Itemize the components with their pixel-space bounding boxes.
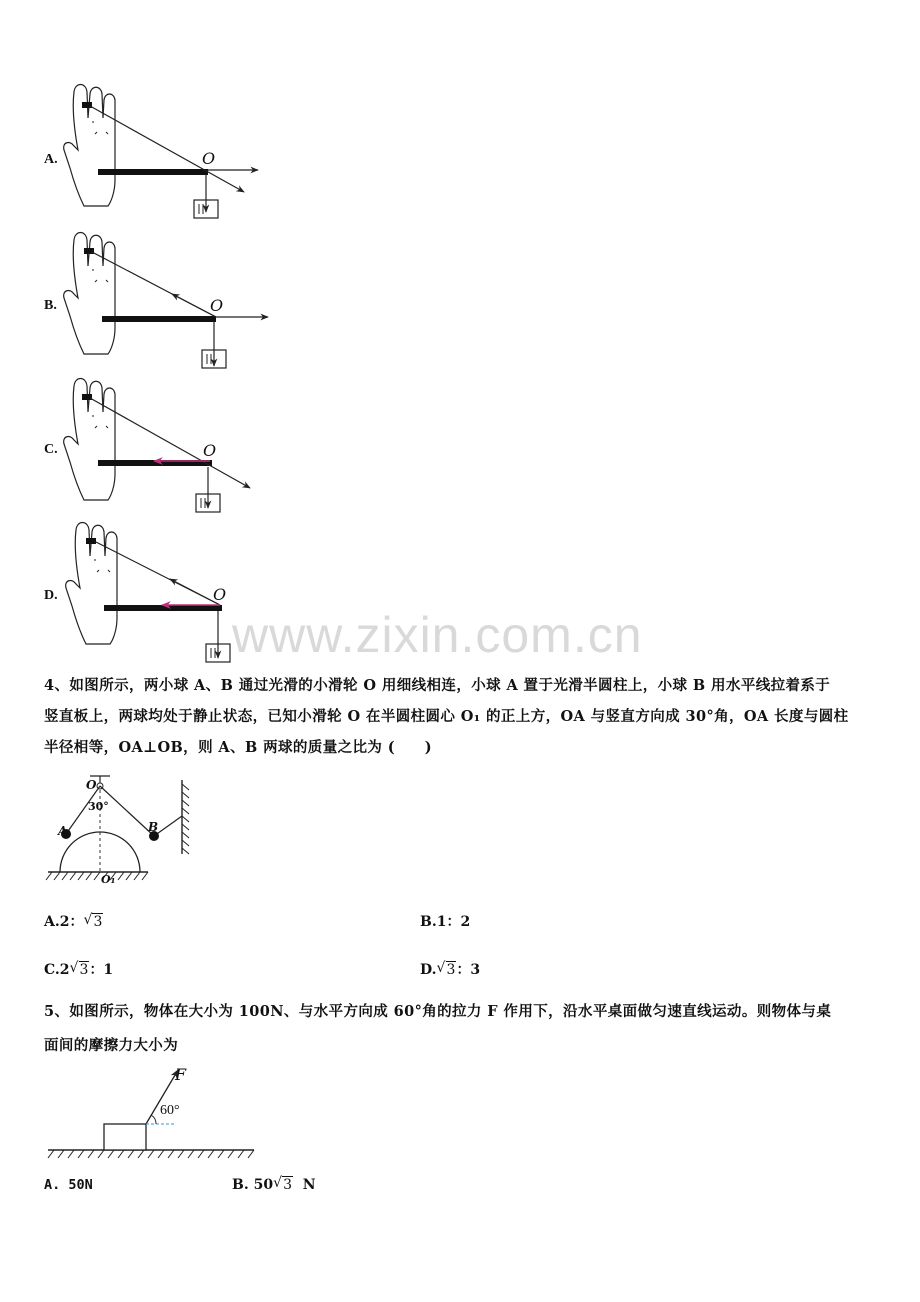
q4-label-b: B [148,820,159,834]
q5-line-1: 5、如图所示，物体在大小为 100N、与水平方向成 60°角的拉力 F 作用下，沿水平桌面做匀速直线运动。则物体与桌 [44,1003,832,1020]
q4-label-o: O [86,778,97,792]
q5-line-2: 面间的摩擦力大小为 [44,1037,179,1054]
q3-figures [0,0,320,670]
q4-line-2: 竖直板上，两球均处于静止状态，已知小滑轮 O 在半圆柱圆心 O₁ 的正上方，OA 与竖直方向成 30°角，OA 长度与圆柱 [44,708,849,725]
q4-option-a-prefix: A.2： [44,914,84,930]
q5-option-a[interactable]: A. 50N [44,1177,93,1193]
q4-option-d-suffix: ：3 [456,962,481,978]
sqrt-symbol [70,962,90,978]
q5-option-b-prefix: B. 50 [232,1177,274,1193]
option-a-point-label: O [202,149,216,168]
option-a-figure [64,85,258,219]
option-c-figure [64,379,250,513]
q5-label-f: F [175,1065,187,1084]
option-b-point-label: O [210,296,224,315]
q4-line-3: 半径相等，OA⊥OB，则 A、B 两球的质量之比为 ( ) [44,739,433,756]
radicand: 3 [446,962,456,978]
option-b-figure [64,233,268,369]
sqrt-symbol [437,962,457,978]
q4-label-angle: 30° [88,800,109,813]
option-c-point-label: O [203,441,217,460]
q5-option-b[interactable] [232,1177,316,1193]
radicand: 3 [93,914,103,930]
radicand: 3 [79,962,89,978]
option-b-label: B. [44,298,57,313]
q4-option-c-prefix: C.2 [44,962,70,978]
q4-option-b[interactable]: B.1：2 [420,914,471,930]
q4-option-c-suffix: ：1 [89,962,114,978]
sqrt-symbol [83,914,103,930]
watermark: www.zixin.com.cn [232,607,643,663]
q5-label-angle: 60° [160,1103,180,1118]
q5-figure [44,1062,264,1162]
q4-label-a: A [58,824,68,838]
q4-option-a[interactable] [44,911,103,931]
q4-line-1: 4、如图所示，两小球 A、B 通过光滑的小滑轮 O 用细线相连，小球 A 置于光滑半圆柱上，小球 B 用水平线拉着系于 [44,677,831,694]
q4-option-d-prefix: D. [420,962,437,978]
option-d-point-label: O [213,585,227,604]
q4-option-c[interactable] [44,959,113,979]
sqrt-symbol [273,1177,293,1193]
option-d-figure [66,523,230,663]
option-a-label: A. [44,152,58,167]
q4-option-d[interactable] [420,959,480,979]
option-d-label: D. [44,588,58,603]
radicand: 3 [283,1177,292,1193]
q4-label-o1: O₁ [101,873,116,886]
q5-option-b-suffix: N [302,1177,316,1193]
option-c-label: C. [44,442,58,457]
